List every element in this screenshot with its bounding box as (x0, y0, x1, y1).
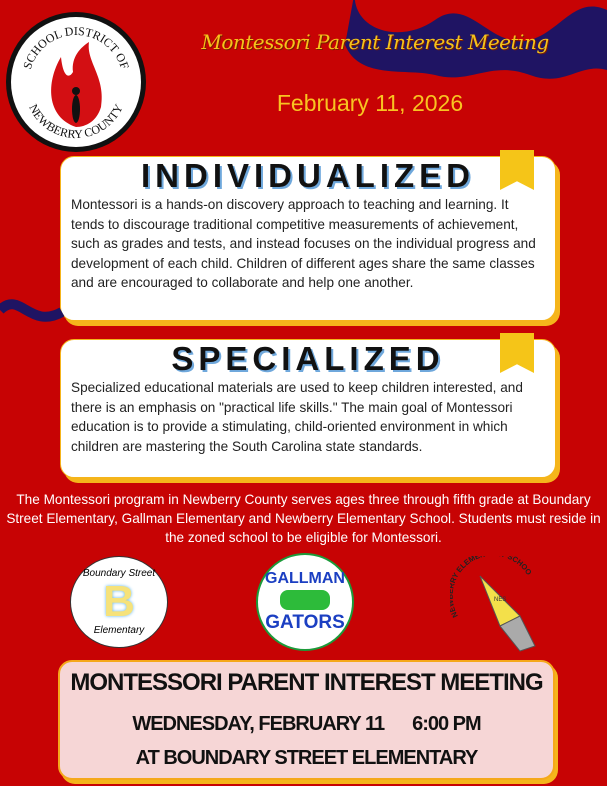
program-info: The Montessori program in Newberry County serves ages three through fifth grade at Boundary Street Elementary, Gallman Elementary and Newberry Elementary School. Students must reside in the zoned school to be eligible for Montessori. (6, 492, 601, 545)
school-letter: B (103, 577, 135, 626)
card-body: Specialized educational materials are used to keep children interested, and there is an emphasis on "practical life skills." The main goal of Montessori education is to provide a stimulating, child-oriented environment in which children are mastering the South Carolina state standards. (71, 380, 523, 454)
script-title: Montessori Parent Interest Meeting (201, 30, 549, 54)
boundary-street-logo (70, 556, 168, 648)
meeting-details-box (58, 660, 555, 780)
gator-icon (280, 590, 330, 610)
school-name: N Y ELEME SCHOO (450, 556, 534, 620)
card-heading: SPECIALIZED (171, 340, 445, 377)
card-body: Montessori is a hands-on discovery approach to teaching and learning. It tends to discourage traditional competitive measurements of achievement, such as grades and tests, and instead focuses on the individual progress and development of each child. Children of different ages share the same classes and are encouraged to collaborate and help one another. (71, 197, 536, 290)
meeting-title: MONTESSORI PARENT INTEREST MEETING (70, 669, 543, 696)
school-name: GATORS (265, 612, 345, 633)
newberry-elementary-logo (450, 556, 550, 656)
school-name: GALLMAN (265, 570, 345, 587)
gallman-logo (256, 553, 354, 651)
event-date: February 11, 2026 (276, 90, 464, 116)
school-name: Elementary (93, 625, 145, 636)
card-heading: INDIVIDUALIZED (141, 157, 475, 194)
card-individualized (60, 156, 556, 321)
district-logo (6, 12, 146, 152)
logo-text-top: SCHOOL DISTRICT OF (20, 23, 132, 71)
logo-text-bottom: NEWBERRY COUNTY (26, 101, 126, 142)
school-name: Boundary Street (82, 568, 156, 579)
card-specialized (60, 339, 556, 478)
decorative-squiggle (0, 290, 70, 340)
meeting-time: 6:00 PM (412, 713, 481, 735)
meeting-location: AT BOUNDARY STREET ELEMENTARY (135, 747, 478, 769)
school-letter: NES (494, 597, 507, 603)
meeting-day: WEDNESDAY, FEBRUARY 11 (132, 713, 385, 735)
